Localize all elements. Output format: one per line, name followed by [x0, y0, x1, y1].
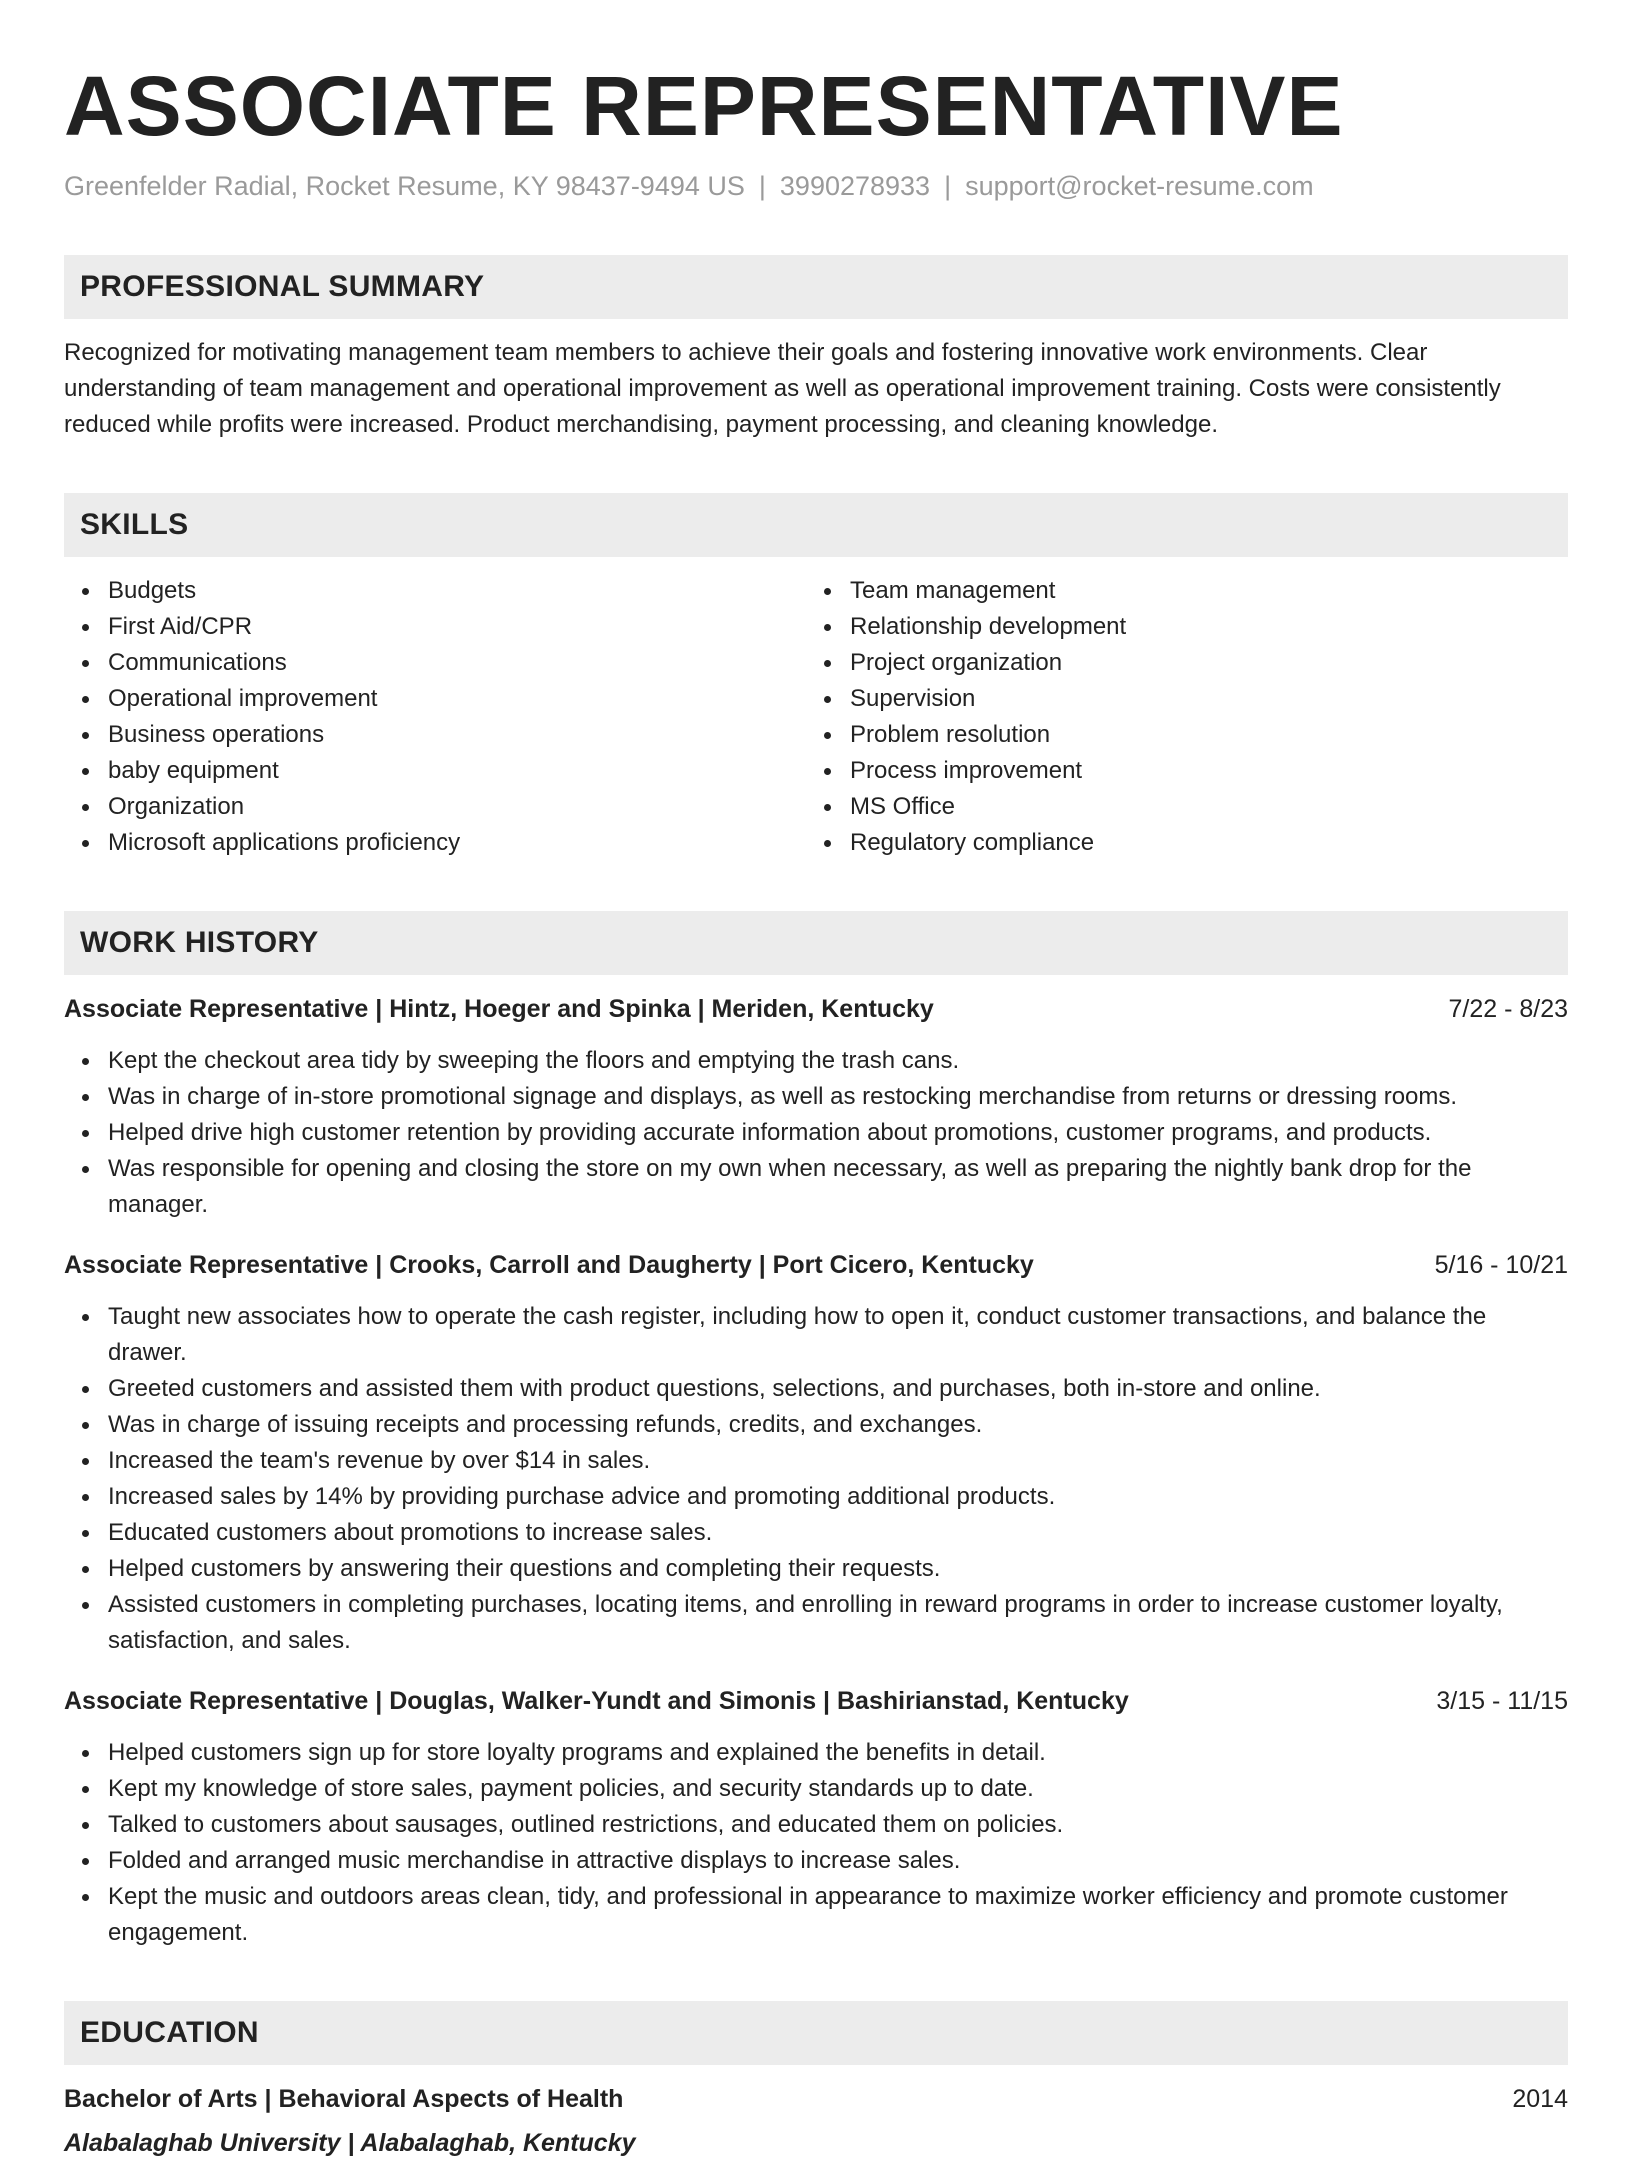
section-header-education: EDUCATION — [64, 2001, 1568, 2065]
job-bullet: Assisted customers in completing purchases, locating items, and enrolling in reward programs in order to increase customer loyalty, satisfaction, and sales. — [108, 1587, 1568, 1659]
job-bullet: Increased the team's revenue by over $14 in sales. — [108, 1443, 1568, 1479]
job-bullets — [64, 1043, 1568, 1223]
job-bullet: Talked to customers about sausages, outlined restrictions, and educated them on policies. — [108, 1807, 1568, 1843]
skill-item: Business operations — [108, 717, 806, 753]
education-entry — [64, 2081, 1568, 2161]
job-bullet: Taught new associates how to operate the cash register, including how to open it, conduct customer transactions, and balance the drawer. — [108, 1299, 1568, 1371]
contact-line — [64, 168, 1568, 204]
skill-item: First Aid/CPR — [108, 609, 806, 645]
job-bullets — [64, 1299, 1568, 1659]
job-dates: 7/22 - 8/23 — [1448, 995, 1568, 1023]
job-bullet: Folded and arranged music merchandise in attractive displays to increase sales. — [108, 1843, 1568, 1879]
contact-phone: 3990278933 — [779, 171, 931, 201]
skill-item: Communications — [108, 645, 806, 681]
education-school: Alabalaghab University | Alabalaghab, Kentucky — [64, 2129, 636, 2157]
contact-separator: | — [944, 171, 952, 201]
job-title: Associate Representative | Crooks, Carroll and Daugherty | Port Cicero, Kentucky — [64, 1251, 1034, 1279]
job-bullets — [64, 1735, 1568, 1951]
job-title: Associate Representative | Douglas, Walker-Yundt and Simonis | Bashirianstad, Kentucky — [64, 1687, 1129, 1715]
skill-item: Operational improvement — [108, 681, 806, 717]
job-dates: 5/16 - 10/21 — [1434, 1251, 1568, 1279]
skills-list — [64, 573, 1568, 861]
skills-column-left — [64, 573, 806, 861]
job-bullet: Educated customers about promotions to increase sales. — [108, 1515, 1568, 1551]
job-bullet: Was in charge of issuing receipts and processing refunds, credits, and exchanges. — [108, 1407, 1568, 1443]
job-header — [64, 1683, 1568, 1719]
skill-item: Supervision — [850, 681, 1548, 717]
skill-item: Microsoft applications proficiency — [108, 825, 806, 861]
job-bullet: Was in charge of in-store promotional signage and displays, as well as restocking merchandise from returns or dressing rooms. — [108, 1079, 1568, 1115]
job-dates: 3/15 - 11/15 — [1436, 1687, 1568, 1715]
job-bullet: Helped customers by answering their questions and completing their requests. — [108, 1551, 1568, 1587]
skills-column-right — [806, 573, 1548, 861]
job-entry — [64, 1247, 1568, 1659]
section-header-work-history: WORK HISTORY — [64, 911, 1568, 975]
skill-item: Project organization — [850, 645, 1548, 681]
job-bullet: Helped customers sign up for store loyalty programs and explained the benefits in detail. — [108, 1735, 1568, 1771]
job-entry — [64, 991, 1568, 1223]
job-header — [64, 1247, 1568, 1283]
contact-email: support@rocket-resume.com — [965, 171, 1314, 201]
skill-item: Regulatory compliance — [850, 825, 1548, 861]
contact-separator: | — [758, 171, 766, 201]
job-header — [64, 991, 1568, 1027]
summary-text: Recognized for motivating management team members to achieve their goals and fostering innovative work environments. Clear understanding of team management and operational improvement as well as operational improvement training. Costs were consistently reduced while profits were increased. Product merchandising, payment processing, and cleaning knowledge. — [64, 339, 1501, 438]
skill-item: Process improvement — [850, 753, 1548, 789]
education-degree: Bachelor of Arts | Behavioral Aspects of Health — [64, 2085, 624, 2113]
job-title: Associate Representative | Hintz, Hoeger and Spinka | Meriden, Kentucky — [64, 995, 934, 1023]
skill-item: Relationship development — [850, 609, 1548, 645]
section-header-skills: SKILLS — [64, 493, 1568, 557]
contact-address: Greenfelder Radial, Rocket Resume, KY 98437-9494 US — [64, 171, 745, 201]
skill-item: Budgets — [108, 573, 806, 609]
education-year: 2014 — [1512, 2085, 1568, 2113]
job-bullet: Was responsible for opening and closing the store on my own when necessary, as well as preparing the nightly bank drop for the manager. — [108, 1151, 1568, 1223]
job-bullet: Increased sales by 14% by providing purchase advice and promoting additional products. — [108, 1479, 1568, 1515]
resume-page — [64, 0, 1568, 2161]
skill-item: Team management — [850, 573, 1548, 609]
skill-item: Organization — [108, 789, 806, 825]
skill-item: Problem resolution — [850, 717, 1548, 753]
resume-name: ASSOCIATE REPRESENTATIVE — [64, 59, 1344, 153]
job-bullet: Kept the music and outdoors areas clean, tidy, and professional in appearance to maximize worker efficiency and promote customer engagement. — [108, 1879, 1568, 1951]
section-header-summary: PROFESSIONAL SUMMARY — [64, 255, 1568, 319]
job-bullet: Kept my knowledge of store sales, payment policies, and security standards up to date. — [108, 1771, 1568, 1807]
job-bullet: Kept the checkout area tidy by sweeping the floors and emptying the trash cans. — [108, 1043, 1568, 1079]
job-bullet: Helped drive high customer retention by providing accurate information about promotions, customer programs, and products. — [108, 1115, 1568, 1151]
skill-item: baby equipment — [108, 753, 806, 789]
job-bullet: Greeted customers and assisted them with product questions, selections, and purchases, both in-store and online. — [108, 1371, 1568, 1407]
job-entry — [64, 1683, 1568, 1951]
skill-item: MS Office — [850, 789, 1548, 825]
